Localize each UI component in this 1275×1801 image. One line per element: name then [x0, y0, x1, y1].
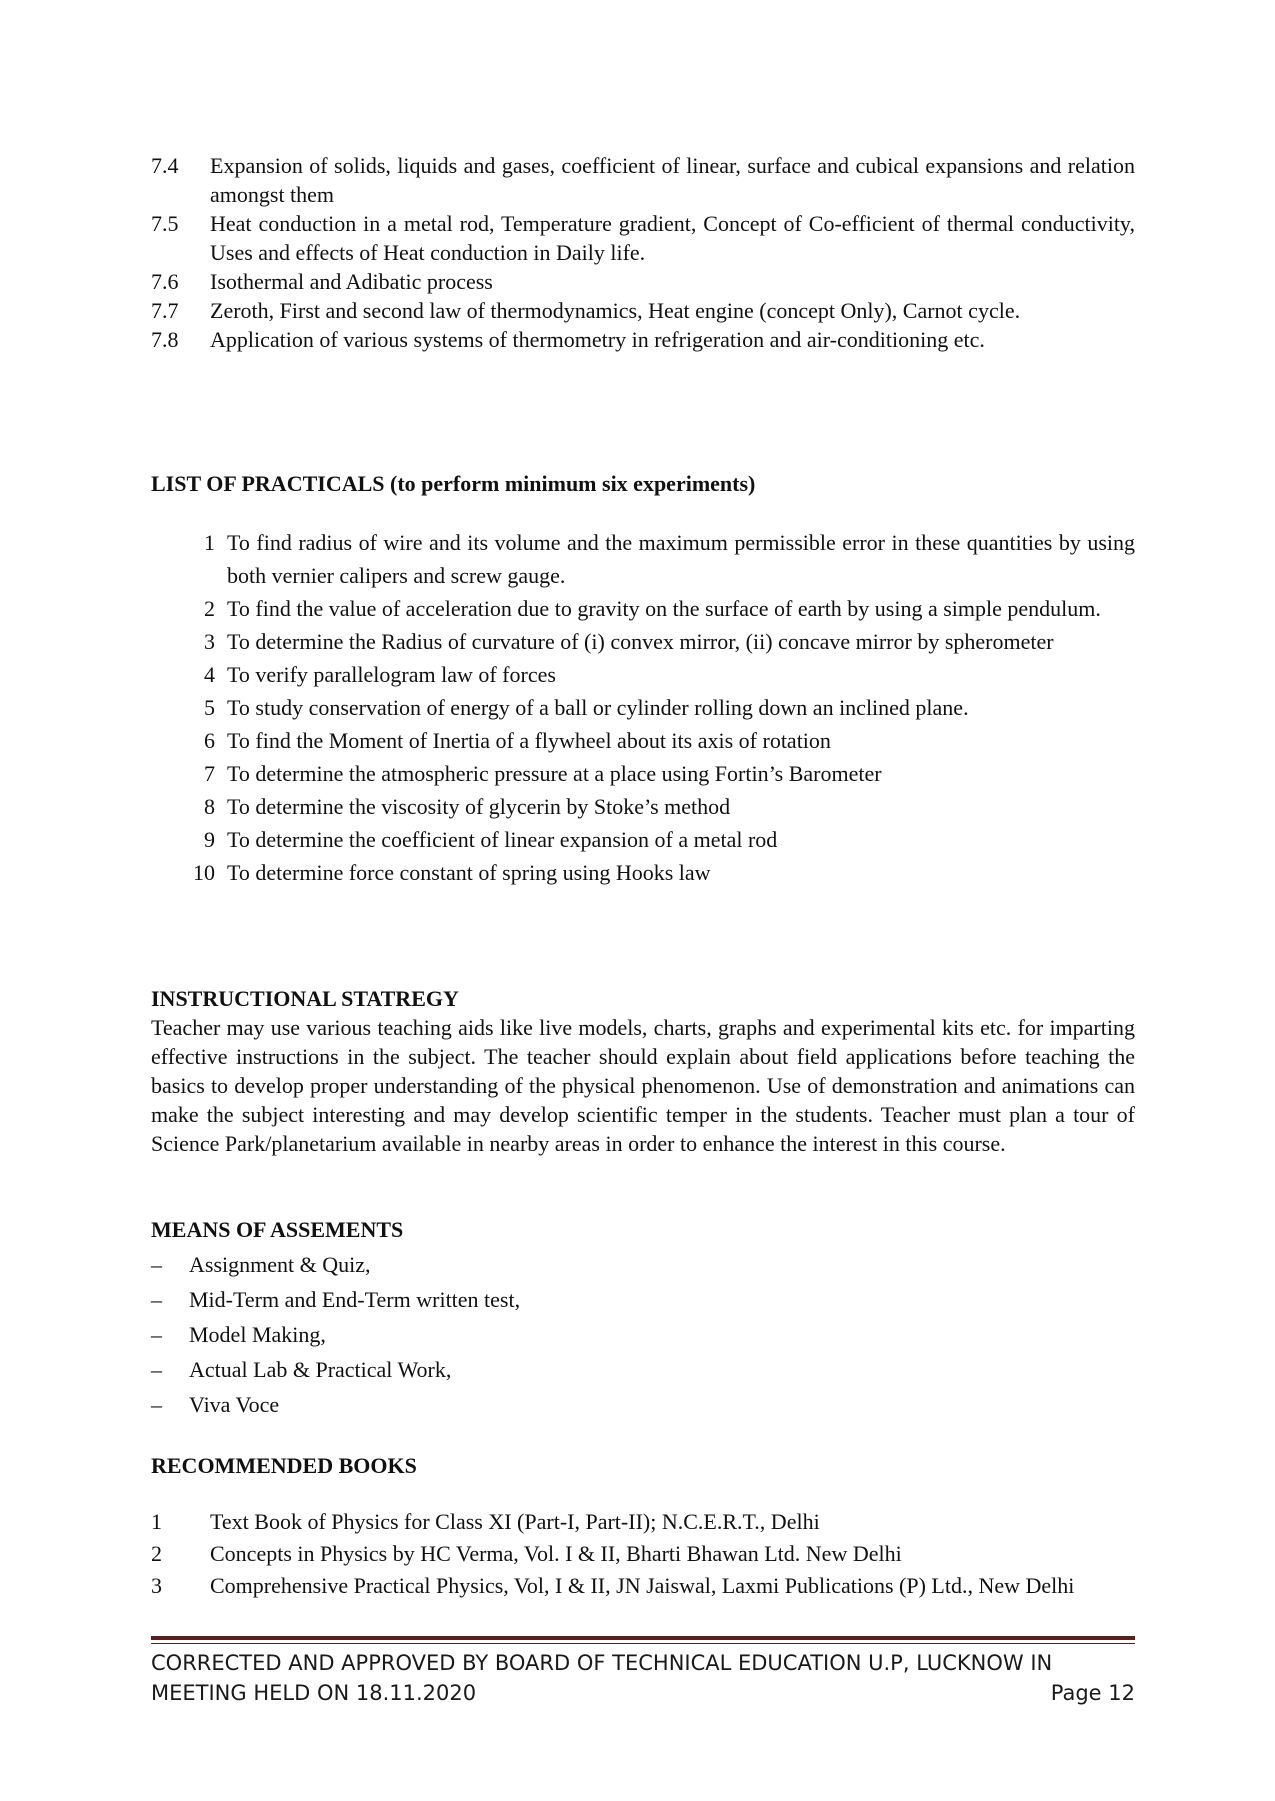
practical-text: To determine force constant of spring using Hooks law [227, 860, 711, 885]
assessment-item [151, 1282, 1135, 1317]
practicals-heading: LIST OF PRACTICALS (to perform minimum six experiments) [151, 471, 756, 496]
topic-item [151, 267, 1135, 296]
bullet-dash: – [151, 1287, 162, 1312]
practical-number: 3 [204, 629, 215, 654]
assessment-list [151, 1247, 1135, 1422]
book-text: Comprehensive Practical Physics, Vol, I & II, JN Jaiswal, Laxmi Publications (P) Ltd., New Delhi [210, 1573, 1075, 1598]
practical-item [151, 856, 1135, 889]
practical-text: To find the value of acceleration due to gravity on the surface of earth by using a simple pendulum. [227, 596, 1101, 621]
practical-text: To verify parallelogram law of forces [227, 662, 556, 687]
topic-number: 7.7 [151, 298, 179, 323]
page-number: Page 12 [1050, 1681, 1135, 1705]
books-heading: RECOMMENDED BOOKS [151, 1453, 417, 1478]
topic-list [151, 151, 1135, 354]
topic-item [151, 151, 1135, 209]
practical-item [151, 724, 1135, 757]
practical-item [151, 823, 1135, 856]
practical-item [151, 592, 1135, 625]
assessment-item [151, 1352, 1135, 1387]
instructional-heading: INSTRUCTIONAL STATREGY [151, 986, 459, 1011]
practical-number: 10 [193, 860, 215, 885]
topic-number: 7.4 [151, 153, 179, 178]
topic-text: Application of various systems of thermometry in refrigeration and air-conditioning etc. [210, 327, 985, 352]
book-text: Concepts in Physics by HC Verma, Vol. I & II, Bharti Bhawan Ltd. New Delhi [210, 1541, 902, 1566]
topic-item [151, 209, 1135, 267]
book-item [151, 1570, 1135, 1602]
topic-text: Expansion of solids, liquids and gases, coefficient of linear, surface and cubical expansions and relation amongst them [210, 153, 1135, 207]
footer-line-2-row [151, 1678, 1135, 1708]
practical-item [151, 658, 1135, 691]
book-item [151, 1506, 1135, 1538]
topic-item [151, 296, 1135, 325]
topic-number: 7.5 [151, 211, 179, 236]
topic-number: 7.6 [151, 269, 179, 294]
book-text: Text Book of Physics for Class XI (Part-I, Part-II); N.C.E.R.T., Delhi [210, 1509, 820, 1534]
books-list [151, 1506, 1135, 1602]
footer-rule-thin [151, 1643, 1135, 1644]
practical-text: To find the Moment of Inertia of a flywheel about its axis of rotation [227, 728, 831, 753]
instructional-section [151, 985, 1135, 1158]
practicals-list [151, 526, 1135, 889]
book-number: 2 [151, 1541, 162, 1566]
assessment-item [151, 1387, 1135, 1422]
assessment-heading: MEANS OF ASSEMENTS [151, 1217, 404, 1242]
practical-number: 7 [204, 761, 215, 786]
footer-rule-thick [151, 1636, 1135, 1640]
practical-number: 2 [204, 596, 215, 621]
bullet-dash: – [151, 1357, 162, 1382]
book-item [151, 1538, 1135, 1570]
topic-item [151, 325, 1135, 354]
practical-number: 4 [204, 662, 215, 687]
assessment-text: Viva Voce [189, 1392, 280, 1417]
practical-text: To determine the Radius of curvature of (i) convex mirror, (ii) concave mirror by spherometer [227, 629, 1054, 654]
bullet-dash: – [151, 1322, 162, 1347]
practical-number: 1 [204, 530, 215, 555]
page-footer [151, 1648, 1135, 1708]
practical-item [151, 625, 1135, 658]
practical-item [151, 526, 1135, 592]
practical-item [151, 790, 1135, 823]
practical-number: 5 [204, 695, 215, 720]
instructional-body: Teacher may use various teaching aids like live models, charts, graphs and experimental kits etc. for imparting effective instructions in the subject. The teacher should explain about field applications before teaching the basics to develop proper understanding of the physical phenomenon. Use of demonstration and animations can make the subject interesting and may develop scientific temper in the students. Teacher must plan a tour of Science Park/planetarium available in nearby areas in order to enhance the interest in this course. [151, 1015, 1135, 1156]
topic-number: 7.8 [151, 327, 179, 352]
practical-text: To determine the viscosity of glycerin by Stoke’s method [227, 794, 731, 819]
practical-text: To determine the coefficient of linear expansion of a metal rod [227, 827, 778, 852]
practical-item [151, 691, 1135, 724]
footer-line-2: MEETING HELD ON 18.11.2020 [151, 1681, 477, 1705]
topic-text: Zeroth, First and second law of thermodynamics, Heat engine (concept Only), Carnot cycle. [210, 298, 1021, 323]
practical-number: 6 [204, 728, 215, 753]
assessment-text: Actual Lab & Practical Work, [189, 1357, 452, 1382]
practical-number: 8 [204, 794, 215, 819]
topic-text: Isothermal and Adibatic process [210, 269, 493, 294]
assessment-item [151, 1317, 1135, 1352]
practical-text: To study conservation of energy of a ball or cylinder rolling down an inclined plane. [227, 695, 969, 720]
practical-item [151, 757, 1135, 790]
footer-line-1: CORRECTED AND APPROVED BY BOARD OF TECHNICAL EDUCATION U.P, LUCKNOW IN [151, 1651, 1053, 1675]
practical-text: To find radius of wire and its volume and the maximum permissible error in these quantities by using both vernier calipers and screw gauge. [227, 530, 1135, 588]
assessment-text: Mid-Term and End-Term written test, [189, 1287, 521, 1312]
assessment-item [151, 1247, 1135, 1282]
assessment-text: Model Making, [189, 1322, 326, 1347]
practical-number: 9 [204, 827, 215, 852]
assessment-section [151, 1216, 1135, 1422]
book-number: 3 [151, 1573, 162, 1598]
bullet-dash: – [151, 1392, 162, 1417]
topic-text: Heat conduction in a metal rod, Temperature gradient, Concept of Co-efficient of thermal conductivity, Uses and effects of Heat conduction in Daily life. [210, 211, 1135, 265]
assessment-text: Assignment & Quiz, [189, 1252, 371, 1277]
bullet-dash: – [151, 1252, 162, 1277]
practical-text: To determine the atmospheric pressure at a place using Fortin’s Barometer [227, 761, 882, 786]
book-number: 1 [151, 1509, 162, 1534]
